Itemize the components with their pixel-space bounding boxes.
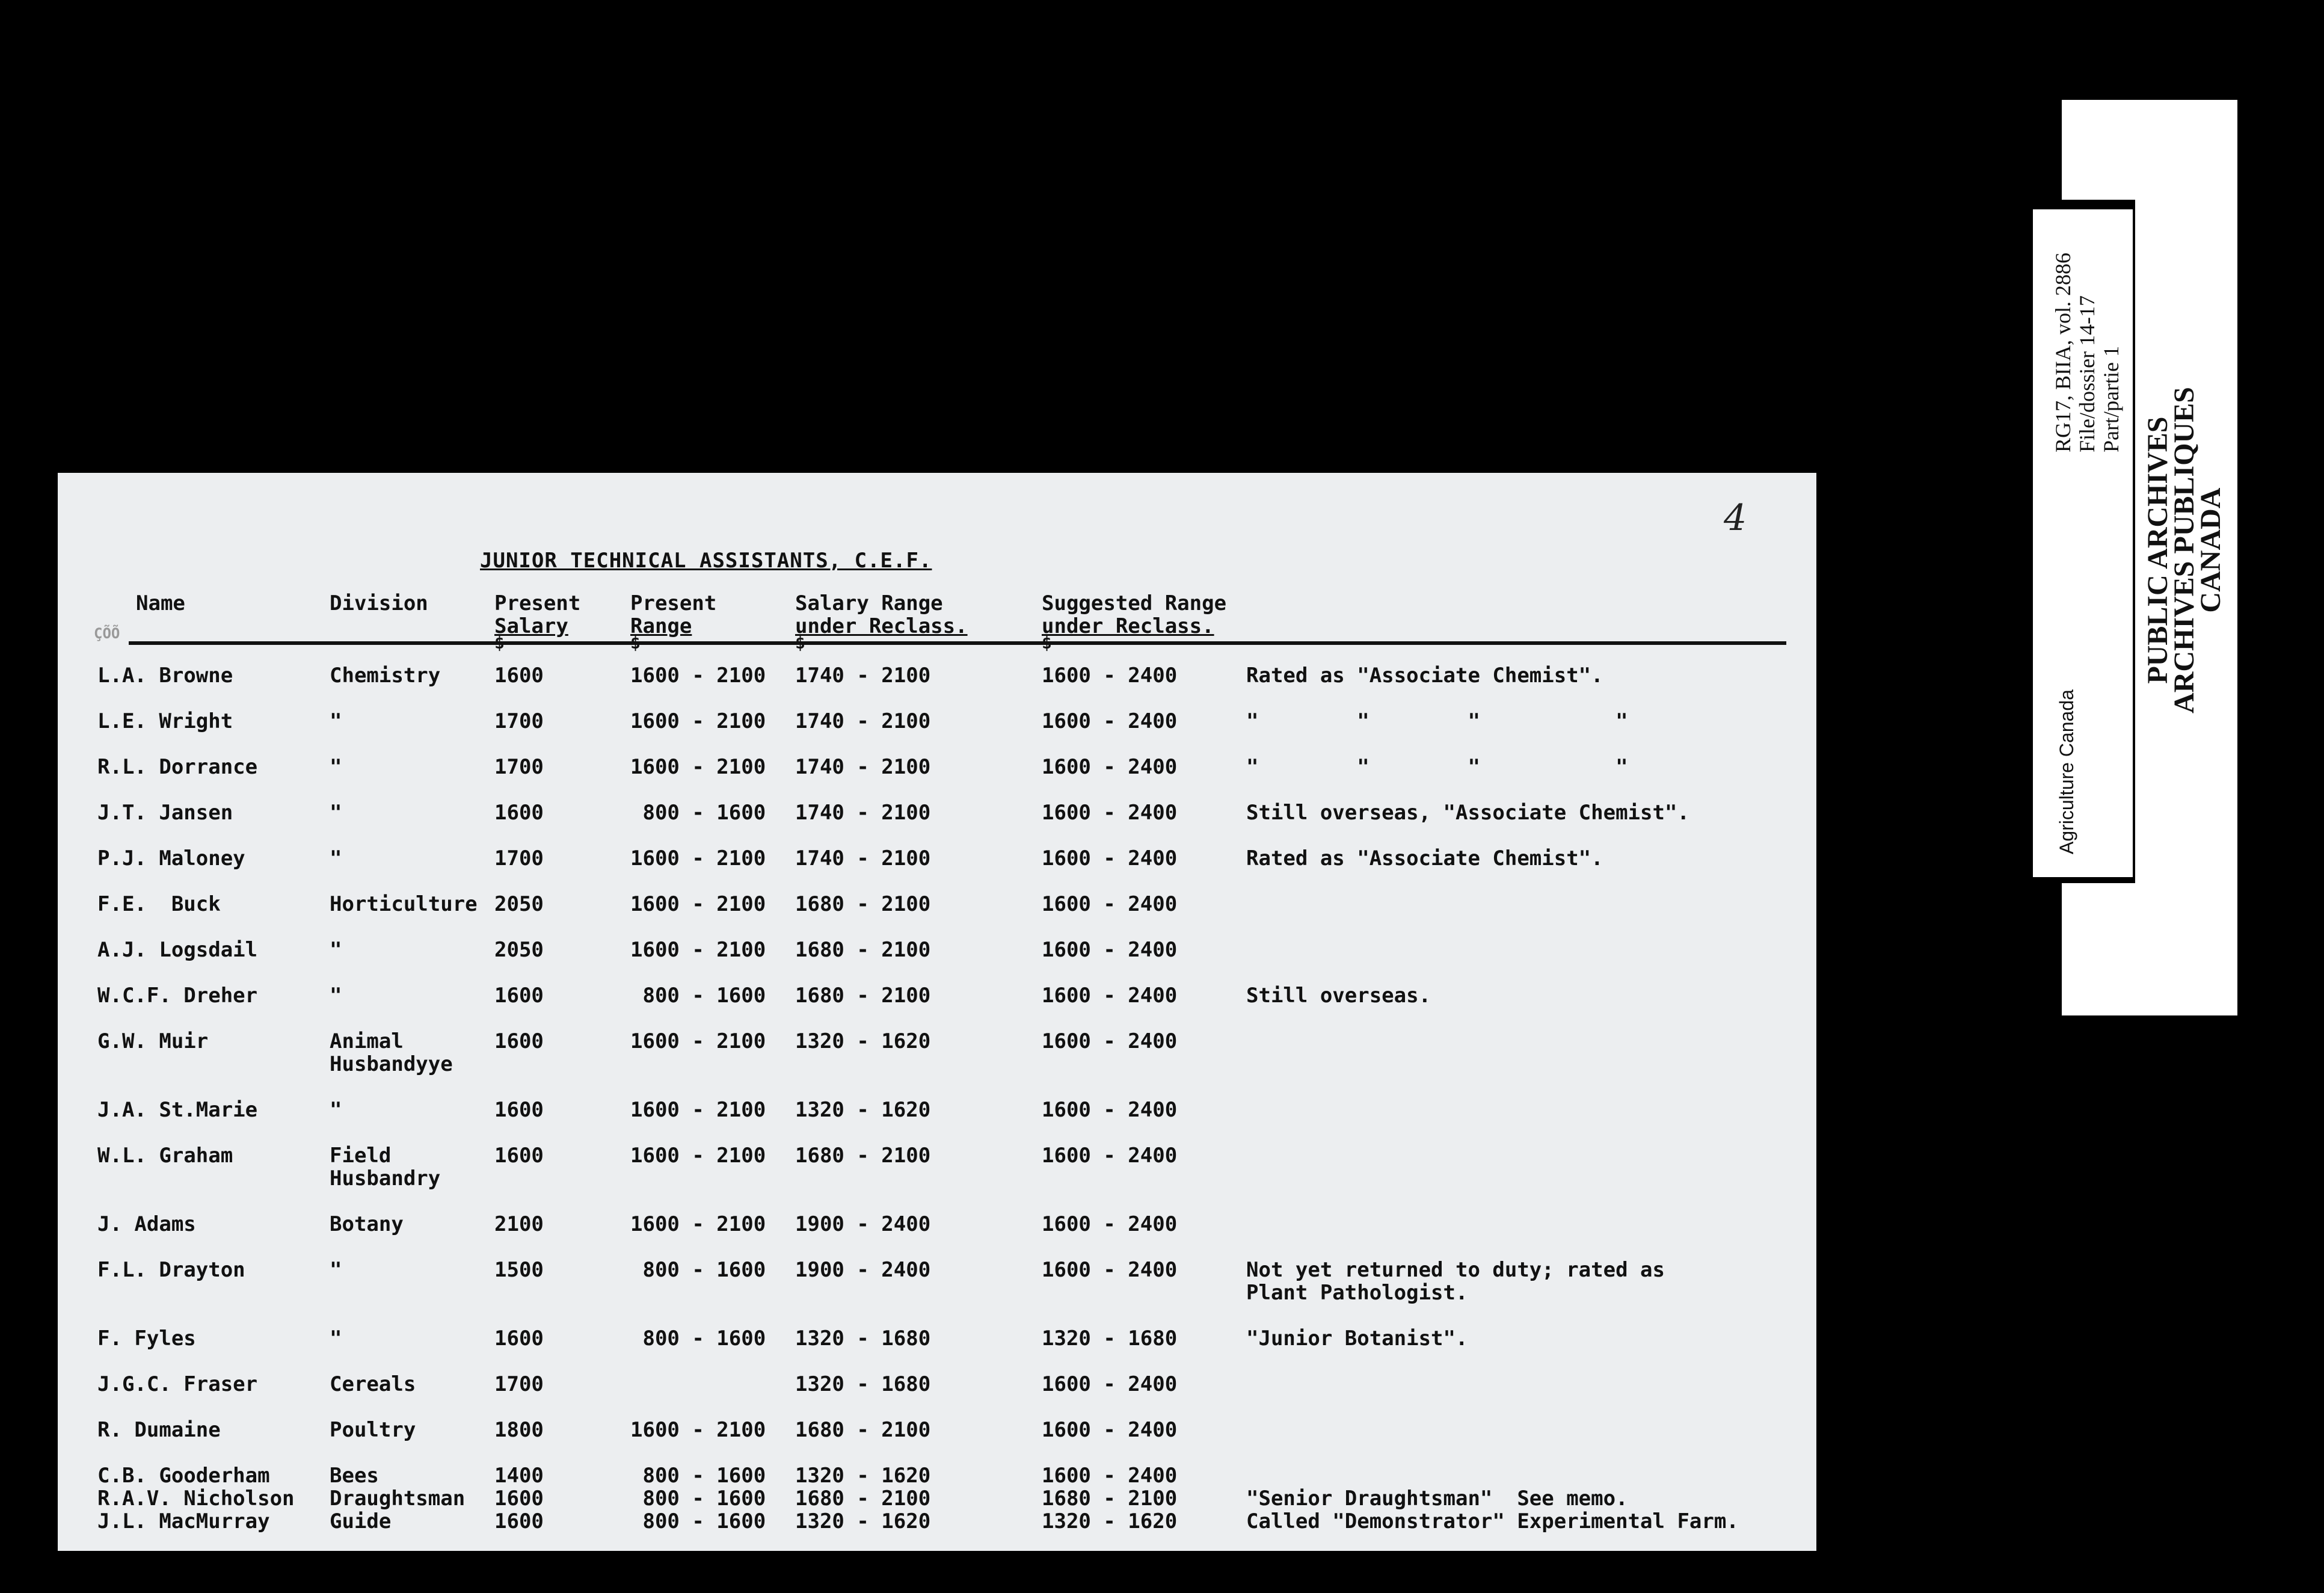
row-reclass-range: 1740 - 2100	[795, 755, 931, 779]
row-division: "	[330, 709, 342, 733]
row-reclass-range: 1320 - 1680	[795, 1372, 931, 1396]
row-remark: " " " "	[1246, 755, 1628, 779]
row-reclass-range: 1680 - 2100	[795, 938, 931, 962]
header-reclass-range: Salary Range under Reclass.	[795, 591, 968, 638]
row-division: Poultry	[330, 1418, 416, 1442]
row-present-range: 1600 - 2100	[630, 1144, 766, 1168]
row-suggested-range: 1600 - 2400	[1042, 1212, 1178, 1236]
row-name: C.B. Gooderham	[97, 1464, 270, 1488]
row-present-range: 1600 - 2100	[630, 755, 766, 779]
row-division: Guide	[330, 1509, 392, 1533]
row-division: "	[330, 1326, 342, 1351]
row-name: F. Fyles	[97, 1326, 196, 1351]
row-reclass-range: 1680 - 2100	[795, 1144, 931, 1168]
row-salary: 1600	[494, 1029, 544, 1053]
row-salary: 1600	[494, 664, 544, 688]
document-title: JUNIOR TECHNICAL ASSISTANTS, C.E.F.	[480, 549, 932, 573]
row-suggested-range: 1600 - 2400	[1042, 664, 1178, 688]
row-suggested-range: 1600 - 2400	[1042, 938, 1178, 962]
row-salary: 1700	[494, 709, 544, 733]
row-reclass-range: 1680 - 2100	[795, 1418, 931, 1442]
row-salary: 1600	[494, 1144, 544, 1168]
row-division: "	[330, 801, 342, 825]
row-name: P.J. Maloney	[97, 846, 245, 870]
row-reclass-range: 1680 - 2100	[795, 892, 931, 916]
row-division: "	[330, 938, 342, 962]
row-reclass-range: 1680 - 2100	[795, 1487, 931, 1511]
row-division: Botany	[330, 1212, 404, 1236]
row-salary: 2050	[494, 938, 544, 962]
row-present-range: 1600 - 2100	[630, 938, 766, 962]
header-rule	[129, 641, 1786, 645]
header-present-range: Present Range	[630, 591, 717, 638]
row-division: Draughtsman	[330, 1487, 466, 1511]
row-name: J. Adams	[97, 1212, 196, 1236]
row-suggested-range: 1600 - 2400	[1042, 1372, 1178, 1396]
row-division: Field Husbandry	[330, 1144, 441, 1191]
row-name: J.T. Jansen	[97, 801, 233, 825]
row-remark: Still overseas, "Associate Chemist".	[1246, 801, 1689, 825]
row-division: "	[330, 984, 342, 1008]
row-salary: 1600	[494, 801, 544, 825]
row-remark: Still overseas.	[1246, 984, 1431, 1008]
row-suggested-range: 1600 - 2400	[1042, 846, 1178, 870]
row-salary: 1800	[494, 1418, 544, 1442]
row-suggested-range: 1600 - 2400	[1042, 1418, 1178, 1442]
row-present-range: 800 - 1600	[630, 801, 766, 825]
row-suggested-range: 1320 - 1680	[1042, 1326, 1178, 1351]
row-name: G.W. Muir	[97, 1029, 209, 1053]
row-reclass-range: 1320 - 1620	[795, 1098, 931, 1122]
row-name: J.L. MacMurray	[97, 1509, 270, 1533]
row-name: F.E. Buck	[97, 892, 221, 916]
row-reclass-range: 1740 - 2100	[795, 846, 931, 870]
row-division: "	[330, 1258, 342, 1282]
dollar-sign: $	[1042, 633, 1052, 653]
row-suggested-range: 1680 - 2100	[1042, 1487, 1178, 1511]
row-salary: 2050	[494, 892, 544, 916]
row-suggested-range: 1600 - 2400	[1042, 755, 1178, 779]
row-salary: 1700	[494, 846, 544, 870]
row-salary: 1400	[494, 1464, 544, 1488]
row-name: R.L. Dorrance	[97, 755, 258, 779]
row-division: Chemistry	[330, 664, 441, 688]
row-suggested-range: 1600 - 2400	[1042, 1144, 1178, 1168]
row-salary: 1600	[494, 1487, 544, 1511]
row-division: "	[330, 846, 342, 870]
row-present-range: 1600 - 2100	[630, 664, 766, 688]
row-present-range: 1600 - 2100	[630, 1029, 766, 1053]
row-remark: " " " "	[1246, 709, 1628, 733]
header-name: Name	[136, 591, 185, 615]
row-suggested-range: 1600 - 2400	[1042, 709, 1178, 733]
row-present-range: 800 - 1600	[630, 1326, 766, 1351]
row-present-range: 1600 - 2100	[630, 1418, 766, 1442]
row-name: W.L. Graham	[97, 1144, 233, 1168]
row-suggested-range: 1600 - 2400	[1042, 1098, 1178, 1122]
row-remark: Rated as "Associate Chemist".	[1246, 846, 1603, 870]
row-remark: Rated as "Associate Chemist".	[1246, 664, 1603, 688]
row-reclass-range: 1320 - 1620	[795, 1464, 931, 1488]
dollar-sign: $	[795, 633, 805, 653]
row-salary: 1600	[494, 1509, 544, 1533]
row-present-range: 800 - 1600	[630, 984, 766, 1008]
row-present-range: 1600 - 2100	[630, 892, 766, 916]
row-present-range: 1600 - 2100	[630, 1098, 766, 1122]
row-division: "	[330, 755, 342, 779]
row-reclass-range: 1740 - 2100	[795, 709, 931, 733]
typed-document-sheet	[58, 473, 1816, 1551]
row-name: F.L. Drayton	[97, 1258, 245, 1282]
row-present-range: 800 - 1600	[630, 1487, 766, 1511]
dollar-sign: $	[630, 633, 641, 653]
row-remark: "Senior Draughtsman" See memo.	[1246, 1487, 1628, 1511]
row-name: W.C.F. Dreher	[97, 984, 258, 1008]
row-suggested-range: 1600 - 2400	[1042, 1029, 1178, 1053]
row-name: J.G.C. Fraser	[97, 1372, 258, 1396]
row-salary: 1700	[494, 755, 544, 779]
row-division: "	[330, 1098, 342, 1122]
row-name: R. Dumaine	[97, 1418, 221, 1442]
row-name: L.A. Browne	[97, 664, 233, 688]
row-salary: 1500	[494, 1258, 544, 1282]
public-archives-stamp: PUBLIC ARCHIVES ARCHIVES PUBLIQUES CANADA	[2142, 387, 2227, 713]
row-suggested-range: 1600 - 2400	[1042, 801, 1178, 825]
row-reclass-range: 1320 - 1620	[795, 1509, 931, 1533]
row-remark: Not yet returned to duty; rated as Plant Pathologist.	[1246, 1258, 1665, 1305]
row-salary: 1600	[494, 1326, 544, 1351]
row-name: R.A.V. Nicholson	[97, 1487, 295, 1511]
row-reclass-range: 1900 - 2400	[795, 1212, 931, 1236]
row-present-range: 1600 - 2100	[630, 846, 766, 870]
row-division: Cereals	[330, 1372, 416, 1396]
row-suggested-range: 1600 - 2400	[1042, 1258, 1178, 1282]
row-remark: "Junior Botanist".	[1246, 1326, 1468, 1351]
row-present-range: 1600 - 2100	[630, 1212, 766, 1236]
row-name: A.J. Logsdail	[97, 938, 258, 962]
row-suggested-range: 1600 - 2400	[1042, 892, 1178, 916]
row-salary: 2100	[494, 1212, 544, 1236]
row-remark: Called "Demonstrator" Experimental Farm.	[1246, 1509, 1739, 1533]
row-present-range: 800 - 1600	[630, 1509, 766, 1533]
row-division: Bees	[330, 1464, 379, 1488]
dollar-sign: $	[494, 633, 505, 653]
header-present-salary: Present Salary	[494, 591, 581, 638]
row-reclass-range: 1680 - 2100	[795, 984, 931, 1008]
row-suggested-range: 1600 - 2400	[1042, 984, 1178, 1008]
stray-mark: ÇÕÕ	[94, 625, 120, 642]
row-reclass-range: 1740 - 2100	[795, 664, 931, 688]
archive-reference: RG17, BIIA, vol. 2886 File/dossier 14-17 Part/partie 1	[2051, 253, 2123, 452]
row-present-range: 1600 - 2100	[630, 709, 766, 733]
header-suggested-range: Suggested Range under Reclass.	[1042, 591, 1227, 638]
row-present-range: 800 - 1600	[630, 1258, 766, 1282]
row-salary: 1600	[494, 1098, 544, 1122]
row-reclass-range: 1740 - 2100	[795, 801, 931, 825]
page-number-mark: 4	[1724, 497, 1747, 539]
row-suggested-range: 1320 - 1620	[1042, 1509, 1178, 1533]
row-name: J.A. St.Marie	[97, 1098, 258, 1122]
row-reclass-range: 1900 - 2400	[795, 1258, 931, 1282]
row-reclass-range: 1320 - 1680	[795, 1326, 931, 1351]
row-reclass-range: 1320 - 1620	[795, 1029, 931, 1053]
row-suggested-range: 1600 - 2400	[1042, 1464, 1178, 1488]
row-name: L.E. Wright	[97, 709, 233, 733]
row-division: Horticulture	[330, 892, 478, 916]
department-label: Agriculture Canada	[2056, 689, 2077, 854]
row-salary: 1700	[494, 1372, 544, 1396]
row-division: Animal Husbandyye	[330, 1029, 453, 1076]
row-salary: 1600	[494, 984, 544, 1008]
row-present-range: 800 - 1600	[630, 1464, 766, 1488]
header-division: Division	[330, 591, 428, 615]
